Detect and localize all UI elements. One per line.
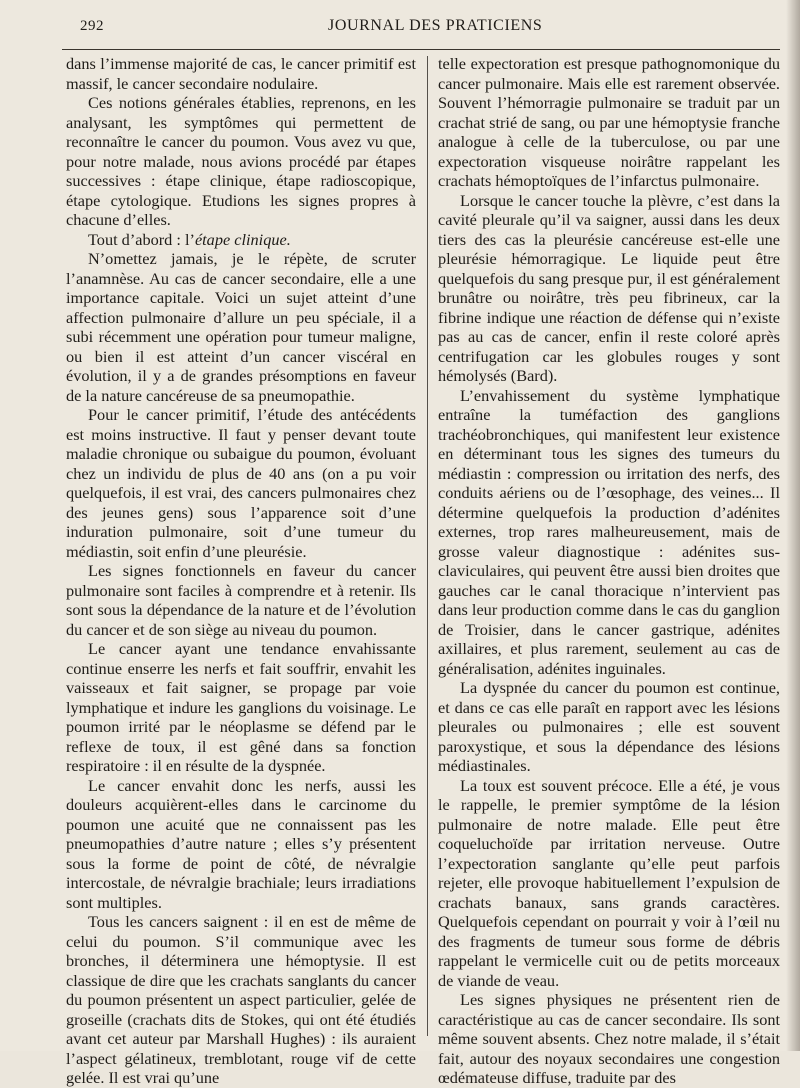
paragraph: La toux est souvent précoce. Elle a été, je vous le rappelle, le premier symptôme de la lésion pulmonaire de notre malade. Elle peut être coqueluchoïde par irritation nerveuse. Outre l’expectoration sanglante qu’elle peut parfois rejeter, elle provoque habituellement l’expulsion de crachats banaux, sans grands caractères. Quelquefois cependant on pourrait y voir à l’œil nu des fragments de tumeur sous forme de débris rappelant le vermicelle cuit ou de petits morceaux de viande de veau. (438, 775, 780, 990)
paragraph: Le cancer envahit donc les nerfs, aussi les douleurs acquièrent-elles dans le carcinome du poumon une acuité que ne connaissent pas les pneumopathies d’autre nature ; elles s’y présentent sous la forme de point de côté, de névralgie intercostale, de névralgie brachiale; leurs irradiations sont multiples. (66, 775, 416, 912)
italic-term: étape clinique. (194, 229, 291, 249)
paragraph: Pour le cancer primitif, l’étude des antécédents est moins instructive. Il faut y penser devant toute maladie chronique ou subaigue du poumon, évoluant chez un individu de plus de 40 ans (on a pu voir quelquefois, il est vrai, des cancers pulmonaires chez des jeunes gens) sous l’apparence soit d’une induration pulmonaire, soit d’une tumeur du médiastin, soit enfin d’une pleurésie. (66, 405, 416, 561)
paragraph: Les signes physiques ne présentent rien de caractéristique au cas de cancer secondaire. Ils sont même souvent absents. Chez notre malade, il s’était fait, autour des noyaux secondaires une congestion œdémateuse diffuse, traduite par des (438, 990, 780, 1087)
header-rule (62, 49, 780, 50)
column-divider (427, 56, 428, 1036)
paragraph: Le cancer ayant une tendance envahissante continue enserre les nerfs et fait souffrir, envahit les vaisseaux et fait saigner, se propage par voie lymphatique et indure les ganglions du voisinage. Le poumon irrité par le néoplasme se défend par le reflexe de toux, il est gêné dans sa fonction respiratoire : il en résulte de la dyspnée. (66, 639, 416, 775)
page-number: 292 (80, 18, 104, 34)
paragraph: Lorsque le cancer touche la plèvre, c’est dans la cavité pleurale qu’il va saigner, aussi dans les deux tiers des cas la pleurésie cancéreuse est-elle une pleurésie hémorragique. Le liquide peut être quelquefois du sang presque pur, il est généralement brunâtre ou noirâtre, très peu fibrineux, car la fibrine indique une réaction de défense qui n’existe pas au cas de cancer, enfin il reste coloré après centrifugation car les globules rouges y sont hémolysés (Bard). (438, 190, 780, 385)
page-header (0, 14, 800, 42)
paragraph (66, 230, 416, 250)
paragraph: Les signes fonctionnels en faveur du cancer pulmonaire sont faciles à comprendre et à retenir. Ils sont sous la dépendance de la nature et de l’évolution du cancer et de son siège au niveau du poumon. (66, 561, 416, 639)
left-column (66, 54, 416, 1088)
page-edge-shadow (786, 0, 800, 1051)
journal-title: JOURNAL DES PRATICIENS (328, 17, 543, 34)
paragraph: N’omettez jamais, je le répète, de scruter l’anamnèse. Au cas de cancer secondaire, elle a une importance capitale. Voici un sujet atteint d’une affection pulmonaire d’allure un peu spéciale, il a subi récemment une opération pour tumeur maligne, ou bien il est atteint d’un cancer viscéral en évolution, il y a de grandes présomptions en faveur de la nature cancéreuse de sa pneumopathie. (66, 249, 416, 405)
paragraph-prefix: Tout d’abord : l’ (88, 229, 195, 249)
paragraph: Tous les cancers saignent : il en est de même de celui du poumon. S’il communique avec les bronches, il déterminera une hémoptysie. Il est classique de dire que les crachats sanglants du cancer du poumon présentent un aspect particulier, gelée de groseille (crachats dits de Stokes, qui ont été étudiés avant cet auteur par Marshall Hughes) : ils auraient l’aspect gélatineux, tremblotant, rouge vif de cette gelée. Il est vrai qu’une (66, 912, 416, 1087)
paragraph: dans l’immense majorité de cas, le cancer primitif est massif, le cancer secondaire nodulaire. (66, 54, 416, 93)
paragraph: La dyspnée du cancer du poumon est continue, et dans ce cas elle paraît en rapport avec les lésions pleurales ou pulmonaires ; elle est souvent paroxystique, et sous la dépendance des lésions médiastinales. (438, 678, 780, 775)
right-column (438, 54, 780, 1088)
paragraph: telle expectoration est presque pathognomonique du cancer pulmonaire. Mais elle est rarement observée. Souvent l’hémorragie pulmonaire se traduit par un crachat strié de sang, ou par une hémoptysie franche analogue à celle de la tuberculose, ou par une expectoration visqueuse noirâtre rappelant les crachats hémoptoïques de l’infarctus pulmonaire. (438, 54, 780, 190)
paragraph: Ces notions générales établies, reprenons, en les analysant, les symptômes qui permettent de reconnaître le cancer du poumon. Vous avez vu que, pour notre malade, nous avions procédé par étapes successives : étape clinique, étape radioscopique, étape cytologique. Etudions les signes propres à chacune d’elles. (66, 93, 416, 229)
paragraph: L’envahissement du système lymphatique entraîne la tuméfaction des ganglions trachéobronchiques, qui manifestent leur existence en déterminant tous les signes des tumeurs du médiastin : compression ou irritation des nerfs, des conduits aériens ou de l’œsophage, des veines... Il détermine quelquefois la production d’adénites externes, trop rares malheureusement, mais de grosse valeur diagnostique : adénites sus-claviculaires, qui peuvent être aussi bien droites que gauches car le canal thoracique n’intervient pas dans leur production comme dans le cas du ganglion de Troisier, dans le cancer gastrique, adénites axillaires, et plus rarement, seulement au cas de généralisation, adénites inguinales. (438, 385, 780, 678)
